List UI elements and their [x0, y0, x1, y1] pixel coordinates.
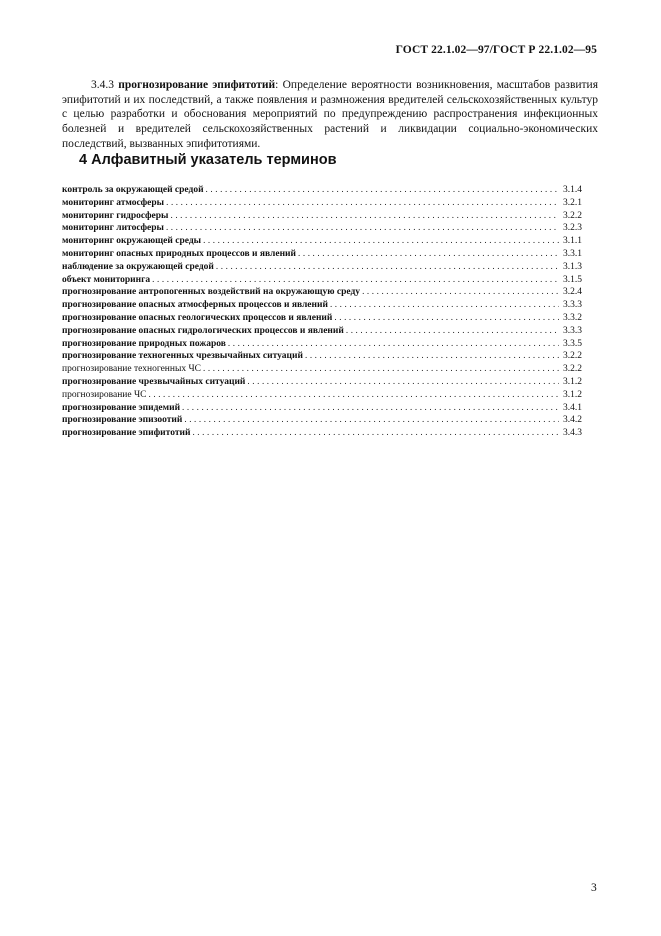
index-reference: 3.3.1: [563, 248, 582, 259]
index-entry: [62, 183, 599, 196]
definition-text: : Определение вероятности возникновения, масштабов развития эпифитотий и их последствий, а также появления и размножения вредителей сельскохозяйственных культур с целью разработки и обоснования мероприятий по предупреждению распространения инфекционных болезней и вредителей сельскохозяйственных растений и ликвидации социально-экономических последствий, вызванных эпифитотиями.: [62, 79, 598, 150]
index-entry: [62, 260, 599, 273]
index-term: мониторинг литосферы: [62, 223, 164, 234]
index-term: наблюдение за окружающей средой: [62, 261, 214, 272]
index-term: прогнозирование опасных атмосферных процессов и явлений: [62, 300, 328, 311]
index-reference: 3.3.5: [563, 338, 582, 349]
index-entry: [62, 311, 599, 324]
dot-leader: [192, 426, 559, 439]
index-term: прогнозирование опасных геологических процессов и явлений: [62, 312, 333, 323]
index-entry: [62, 234, 599, 247]
index-entry: [62, 221, 599, 234]
clause-number: 3.4.3: [91, 79, 114, 91]
index-reference: 3.2.2: [563, 351, 582, 362]
index-reference: 3.2.3: [563, 223, 582, 234]
index-term: прогнозирование опасных гидрологических процессов и явлений: [62, 325, 344, 336]
index-entry: [62, 401, 599, 414]
index-entry: [62, 388, 599, 401]
index-entry: [62, 413, 599, 426]
dot-leader: [166, 221, 559, 234]
dot-leader: [184, 413, 559, 426]
index-entry: [62, 196, 599, 209]
dot-leader: [216, 260, 559, 273]
dot-leader: [182, 401, 559, 414]
page-number: 3: [591, 882, 597, 894]
dot-leader: [247, 375, 559, 388]
index-term: контроль за окружающей средой: [62, 185, 204, 195]
index-entry: [62, 273, 599, 286]
dot-leader: [305, 349, 559, 362]
dot-leader: [170, 209, 559, 222]
dot-leader: [330, 298, 559, 311]
index-entry: [62, 209, 599, 222]
index-reference: 3.2.2: [563, 210, 582, 221]
index-entry: [62, 349, 599, 362]
index-term: прогнозирование эпифитотий: [62, 428, 191, 439]
index-reference: 3.1.1: [563, 236, 582, 247]
dot-leader: [152, 273, 559, 286]
index-entry: [62, 337, 599, 350]
index-term: прогнозирование антропогенных воздействий на окружающую среду: [62, 287, 361, 298]
index-reference: 3.1.2: [563, 389, 582, 400]
defined-term: прогнозирование эпифитотий: [118, 79, 276, 91]
document-header: ГОСТ 22.1.02—97/ГОСТ Р 22.1.02—95: [395, 44, 597, 56]
section-title: 4 Алфавитный указатель терминов: [79, 152, 337, 168]
index-reference: 3.4.2: [563, 415, 582, 426]
dot-leader: [298, 247, 559, 260]
dot-leader: [346, 324, 559, 337]
index-entry: [62, 285, 599, 298]
index-entry: [62, 426, 599, 439]
index-term: прогнозирование природных пожаров: [62, 338, 226, 349]
index-reference: 3.1.2: [563, 376, 582, 387]
index-reference: 3.3.3: [563, 325, 582, 336]
index-term: прогнозирование техногенных ЧС: [62, 364, 201, 375]
index-reference: 3.4.1: [563, 402, 582, 413]
dot-leader: [362, 285, 559, 298]
index-term: прогнозирование чрезвычайных ситуаций: [62, 376, 246, 387]
index-reference: 3.4.3: [563, 428, 582, 439]
index-term: мониторинг окружающей среды: [62, 236, 202, 247]
dot-leader: [149, 388, 560, 401]
index-entry: [62, 362, 599, 375]
index-term: мониторинг атмосферы: [62, 197, 165, 208]
dot-leader: [228, 337, 559, 350]
index-reference: 3.2.1: [563, 197, 582, 208]
dot-leader: [203, 362, 559, 375]
index-reference: 3.1.3: [563, 261, 582, 272]
index-reference: 3.2.2: [563, 364, 582, 375]
index-term: прогнозирование техногенных чрезвычайных ситуаций: [62, 351, 303, 362]
dot-leader: [334, 311, 559, 324]
term-index: [62, 183, 599, 439]
index-term: мониторинг опасных природных процессов и явлений: [62, 248, 296, 259]
index-entry: [62, 298, 599, 311]
index-term: мониторинг гидросферы: [62, 210, 169, 221]
definition-paragraph: [62, 78, 598, 152]
dot-leader: [166, 196, 559, 209]
index-term: прогнозирование эпидемий: [62, 402, 181, 413]
index-term: объект мониторинга: [62, 274, 151, 285]
index-entry: [62, 324, 599, 337]
index-reference: 3.3.3: [563, 300, 582, 311]
index-reference: 3.3.2: [563, 312, 582, 323]
index-reference: 3.1.4: [563, 185, 582, 195]
index-term: прогнозирование ЧС: [62, 389, 147, 400]
index-reference: 3.2.4: [563, 287, 582, 298]
index-entry: [62, 247, 599, 260]
index-reference: 3.1.5: [563, 274, 582, 285]
index-entry: [62, 375, 599, 388]
dot-leader: [203, 234, 559, 247]
dot-leader: [206, 183, 559, 196]
index-term: прогнозирование эпизоотий: [62, 415, 183, 426]
